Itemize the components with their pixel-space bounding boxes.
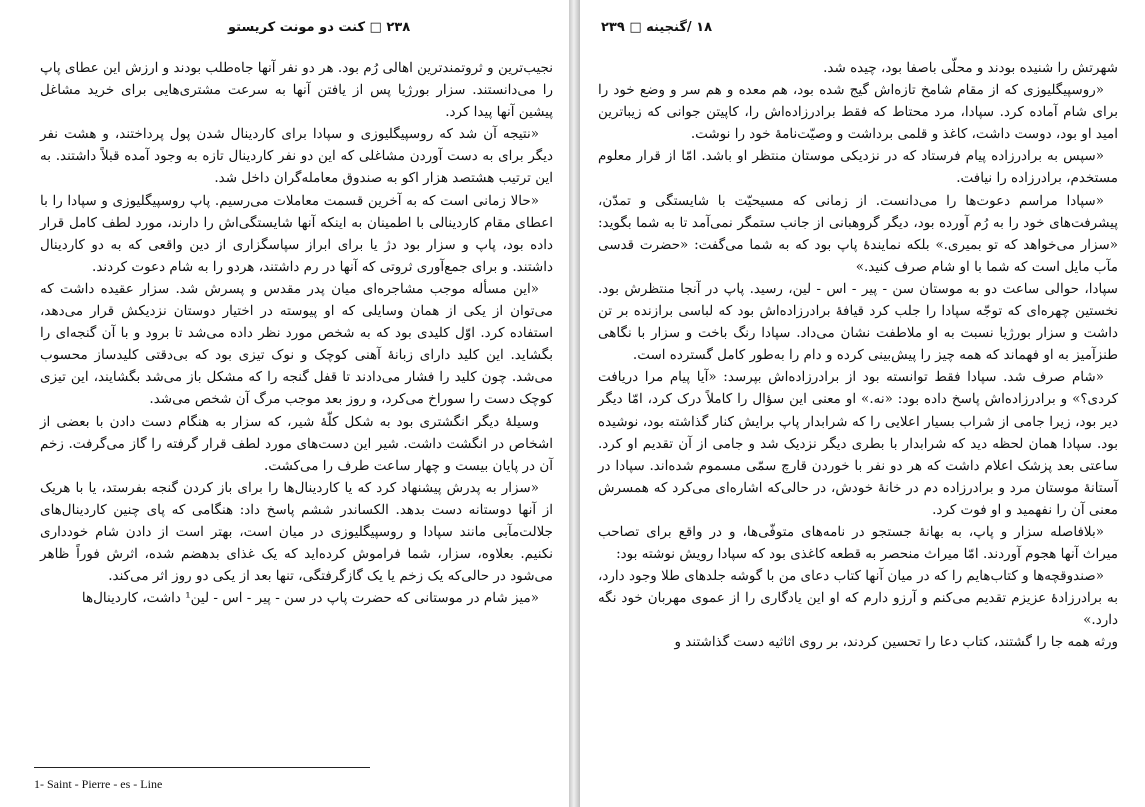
paragraph: سپادا، حوالی ساعت دو به موستان سن - پیر - اس - لین، رسید. پاپ در آنجا منتظرش بود. نخستین چهره‌ای که توجّه سپادا را جلب کرد قیافهٔ برادرزاده‌اش بود که لباسی برازنده بر تن داشت و سزار بورژیا نسبت به او ملاطفت نشان می‌داد. سپادا رنگ باخت و سزار با نگاهی طنزآمیز به او فهماند که همه چیز را پیش‌بینی کرده و دام را به‌طور کامل گسترده است. [598,280,1118,364]
page-header: ۱۸ /گنجینه □ ۲۳۹ [601,20,713,35]
paragraph: نجیب‌ترین و ثروتمندترین اهالی رُم بود. هر دو نفر آنها جاه‌طلب بودند و ارزش این عطای پاپ را می‌دانستند. سزار بورژیا پس از یافتن آنها به سرعت مشتری‌هایی برای خرید مشاغل پیشین آنها پیدا کرد. [40,60,553,121]
paragraph: «میز شام در موستانی که حضرت پاپ در سن - پیر - اس - لین¹ داشت، کاردینال‌ها [81,590,539,607]
paragraph: وسیلهٔ دیگر انگشتری بود به شکل کلّهٔ شیر، که سزار به هنگام دست دادن با بعضی از اشخاص در انگشت داشت. شیر این دست‌های مورد لطف قرار گرفته را گاز می‌گرفت. زخم آن در پایان بیست و چهار ساعت طرف را می‌کشت. [40,413,553,474]
paragraph: «سزار به پدرش پیشنهاد کرد که یا کاردینال‌ها را برای باز کردن گنجه بفرستد، یا با هریک از آنها دوستانه دست بدهد. الکساندر ششم پاسخ داد: هنگامی که پای چنین کاردینال‌های جلالت‌مآبی مانند سپادا و روسپیگلیوزی در میان است، بهتر است از دادن شام خودداری نکنیم. بعلاوه، سزار، شما فراموش کرده‌اید که یک غذای بدهضم شده، اثرش فوراً ظاهر می‌شود در حالی‌که یک زخم یا یک گازگرفتگی، تنها بعد از یکی دو روز اثر می‌کند. [40,479,553,585]
book-gutter [569,0,580,807]
page-body [40,57,553,609]
paragraph: «نتیجه آن شد که روسپیگلیوزی و سپادا برای کاردینال شدن پول پرداختند، و هشت نفر دیگر برای به دست آوردن مشاغلی که این دو نفر کاردینال تازه به وجود آمده قبلاً داشتند. به این ترتیب هشتصد هزار اکو به صندوق معامله‌گران داخل شد. [40,126,553,187]
page-header: ۲۳۸ □ کنت دو مونت کریستو [228,20,411,35]
right-page [580,0,1145,807]
page-body [598,57,1118,654]
paragraph: «این مسأله موجب مشاجره‌ای میان پدر مقدس و پسرش شد. سزار عقیده داشت که می‌توان از یکی از همان وسایلی که او پیوسته در اختیار دوستان نزدیکش قرار می‌دهد، استفاده کرد. اوّل کلیدی بود که به شخص مورد نظر داده می‌شد تا برود و با آن گنجه‌ای را بگشاید. این کلید دارای زبانهٔ آهنی کوچک و نوک تیزی بود که بی‌دقتی کلیدساز محسوب می‌شد. چون کلید را فشار می‌دادند تا قفل گنجه را که مشکل باز می‌شد بگشایند، این تیزی کوچک دست را سوراخ می‌کرد، و روز بعد موجب مرگ آن شخص می‌شد. [40,280,553,408]
paragraph: «بلافاصله سزار و پاپ، به بهانهٔ جستجو در نامه‌های متوفّی‌ها، و در واقع برای تصاحب میراث آنها هجوم آوردند. امّا میراث منحصر به قطعه کاغذی بود که سپادا رویش نوشته بود: [598,523,1118,563]
footnote: 1- Saint - Pierre - es - Line [34,777,163,791]
paragraph: «روسپیگلیوزی که از مقام شامخ تازه‌اش گیج شده بود، هم معده و هم سر و وضع خود را برای شام آماده کرد. سپادا، مرد محتاط که فقط برادرزاده‌اش را، کاپیتن جوانی که زیباترین امید او بود، دوست داشت، کاغذ و قلمی برداشت و وصیّت‌نامهٔ خود را نوشت. [598,82,1118,143]
paragraph: «حالا زمانی است که به آخرین قسمت معاملات می‌رسیم. پاپ روسپیگلیوزی و سپادا را با اعطای مقام کاردینالی با اطمینان به اینکه آنها شایستگی‌اش را دارند، مورد لطف کامل قرار داده بود، پاپ و سزار بود دژ یا برای ابراز سپاسگزاری از دین واقعی که به دو کاردینال داشتند. و برای جمع‌آوری ثروتی که آنها در رم داشتند، هردو را به شام دعوت کردند. [40,192,553,275]
paragraph: «صندوقچه‌ها و کتاب‌هایم را که در میان آنها کتاب دعای من با گوشه جلدهای طلا وجود دارد، به برادرزادهٔ عزیزم تقدیم می‌کنم و آرزو دارم که او این یادگاری را از عموی مهربان خود نگه دارد.» [598,568,1118,629]
footnote-divider [34,767,370,768]
paragraph: «سپادا مراسم دعوت‌ها را می‌دانست. از زمانی که مسیحیّت با شایستگی و تمدّن، پیشرفت‌های خود را به رُم آورده بود، دیگر گروهبانی از جانب ستمگر نمی‌آمد تا به شما بگوید: «سزار می‌خواهد که تو بمیری.» بلکه نمایندهٔ پاپ بود که به شما می‌گفت: «حضرت قدسی مآب مایل است که شما با او شام صرف کنید.» [598,192,1118,275]
paragraph: «شام صرف شد. سپادا فقط توانسته بود از برادرزاده‌اش بپرسد: «آیا پیام مرا دریافت کردی؟» و برادرزاده‌اش پاسخ داده بود: «نه.» او معنی این سؤال را کاملاً درک کرد، امّا دیگر دیر بود، زیرا جامی از شراب بسیار اعلایی را که شرابدار پاپ برایش کنار گذاشته بود، نوشیده بود. سپادا همان لحظه دید که شرابدار با بطری دیگر نزدیک شد و جامی از آن تقدیم او کرد. ساعتی بعد پزشک اعلام داشت که هر دو نفر با خوردن قارچ سمّی مسموم شده‌اند. سپادا در آستانهٔ موستان مرد و برادرزاده دم در خانهٔ خودش، در حالی‌که اشاره‌ای می‌کرد که همسرش معنی آن را نفهمید و او فوت کرد. [598,369,1118,518]
left-page [0,0,569,807]
paragraph: شهرتش را شنیده بودند و محلّی باصفا بود، چیده شد. [823,60,1118,76]
paragraph: ورثه همه جا را گشتند، کتاب دعا را تحسین کردند، بر روی اثاثیه دست گذاشتند و [674,634,1118,651]
paragraph: «سپس به برادرزاده پیام فرستاد که در نزدیکی موستان منتظر او باشد. امّا از قرار معلوم مستخدم، برادرزاده را نیافت. [598,148,1118,187]
